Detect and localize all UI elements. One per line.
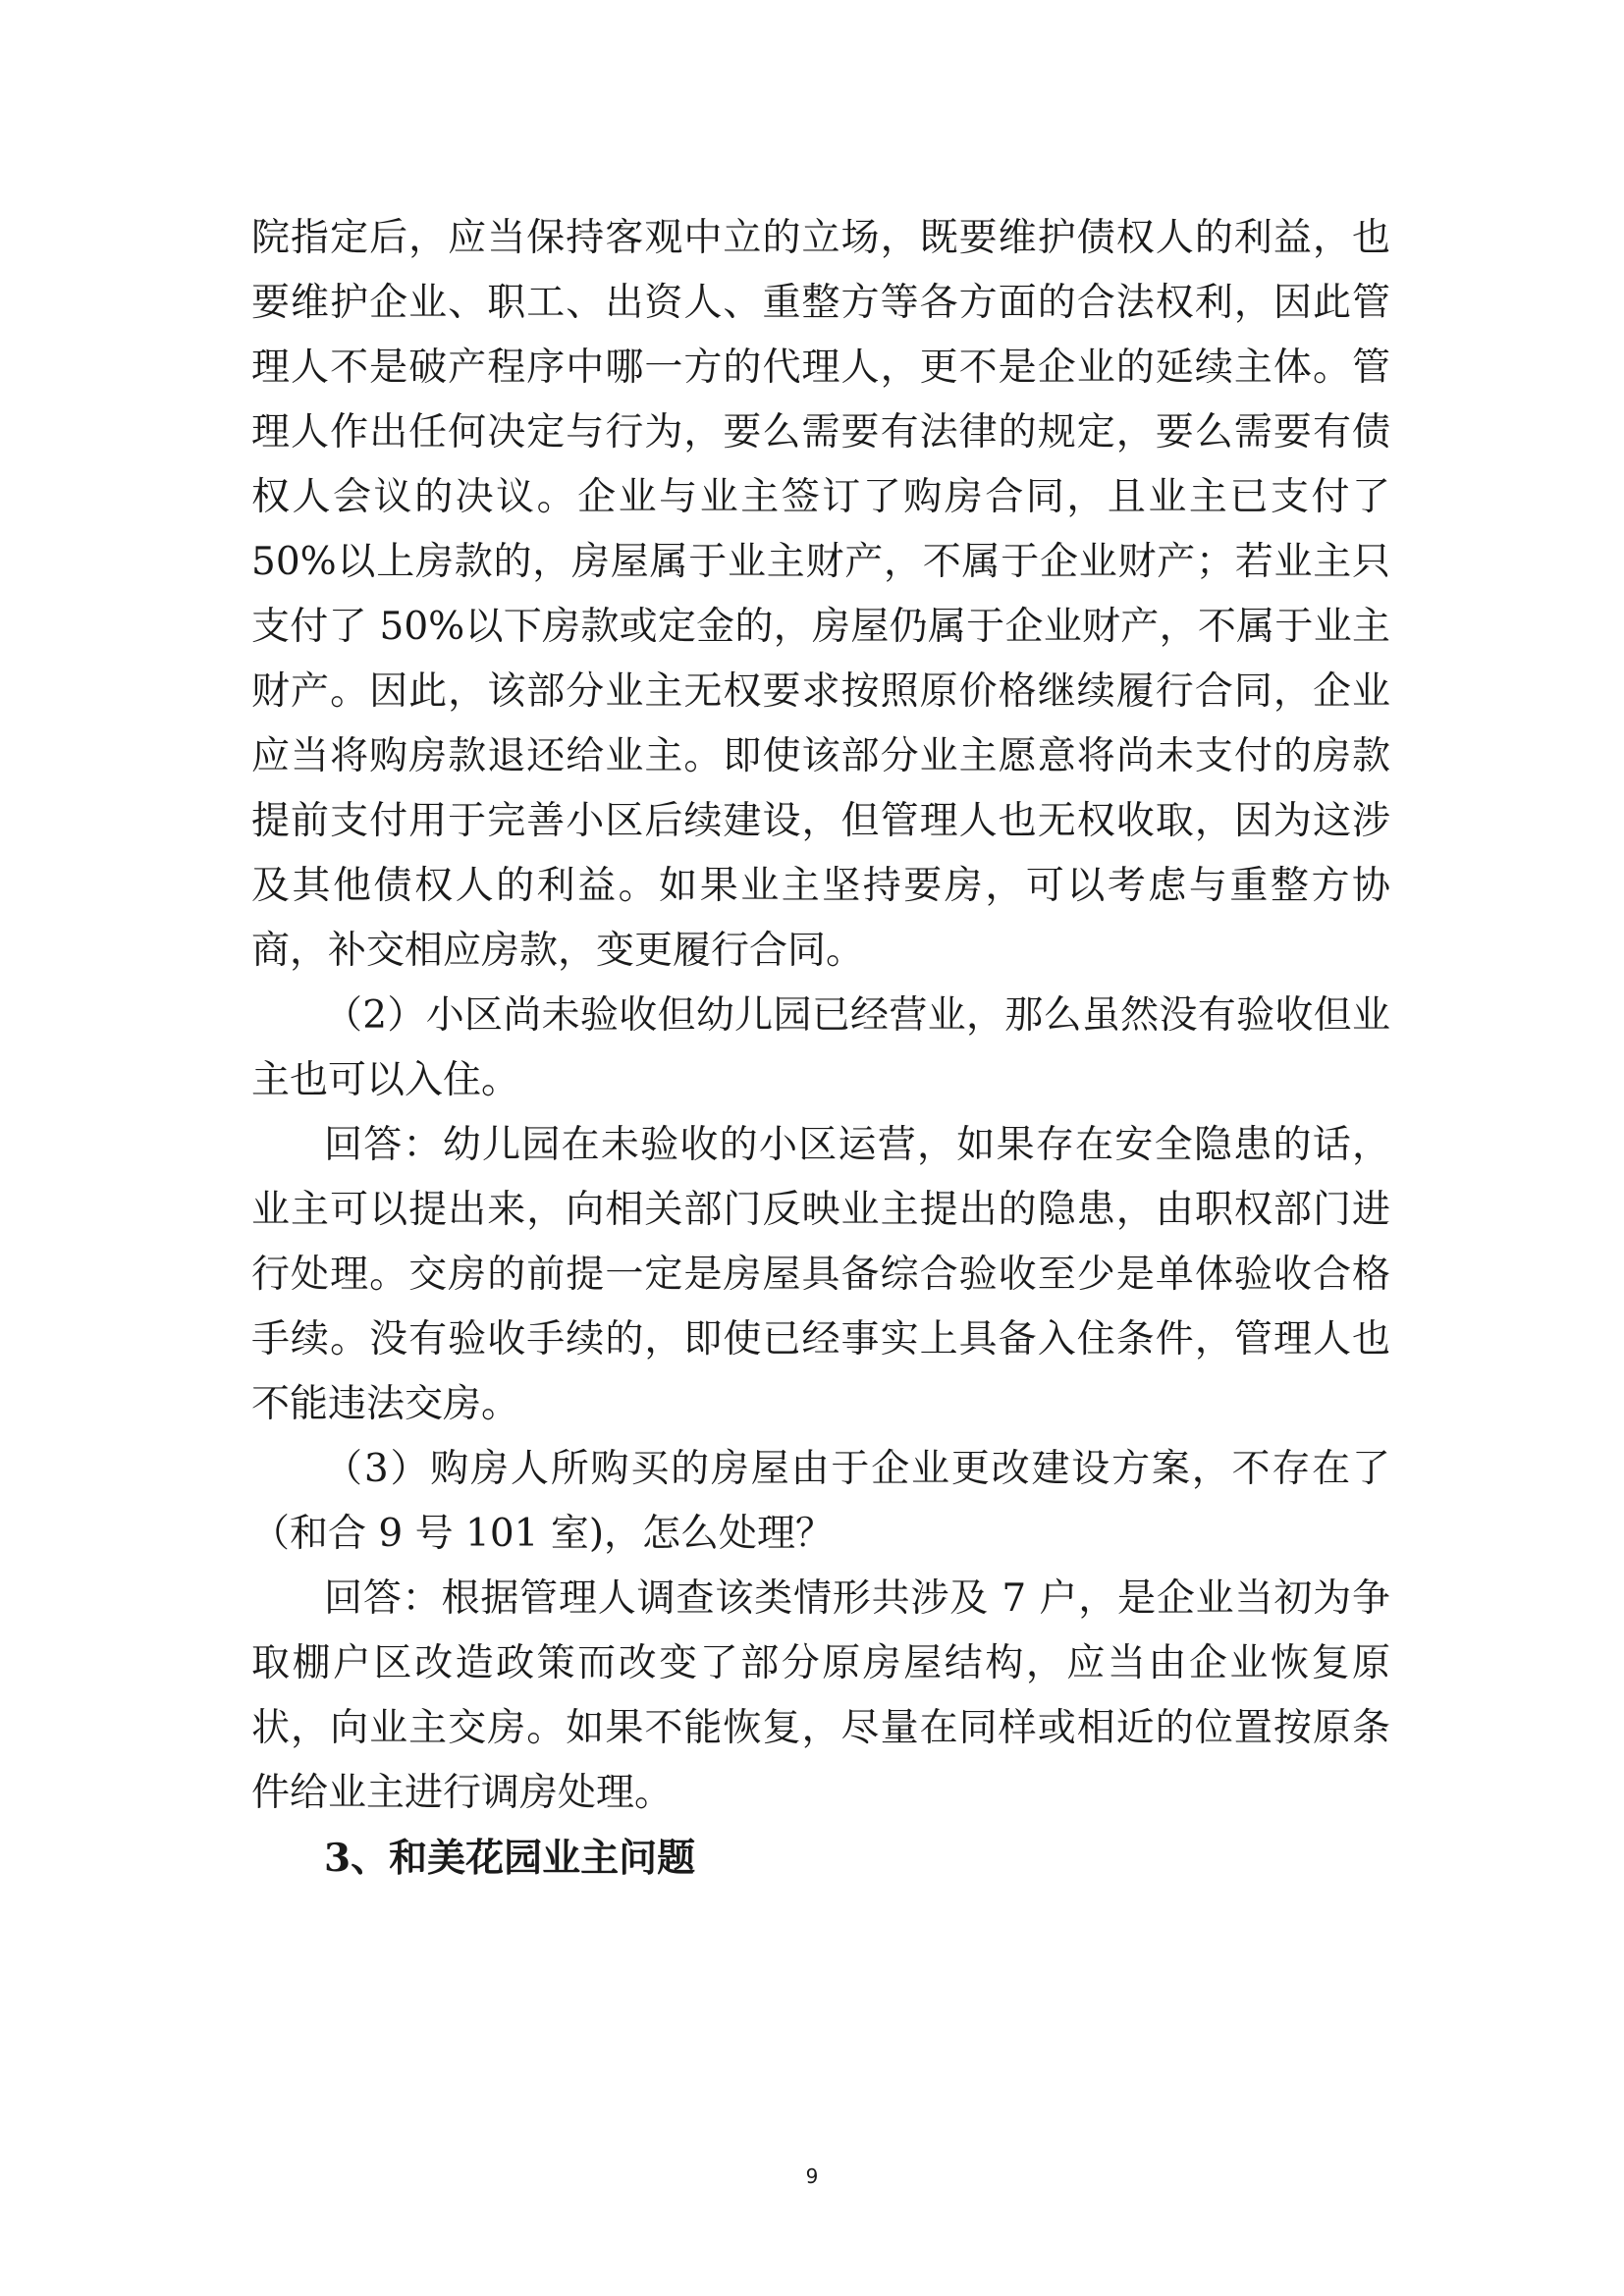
page-number: 9: [805, 2164, 819, 2188]
paragraph-answer-3: 回答：根据管理人调查该类情形共涉及 7 户，是企业当初为争取棚户区改造政策而改变了部分原房屋结构，应当由企业恢复原状，向业主交房。如果不能恢复，尽量在同样或相近的位置按原条件给业主进行调房处理。: [251, 1576, 1390, 1815]
paragraph-continued: 院指定后，应当保持客观中立的立场，既要维护债权人的利益，也要维护企业、职工、出资人、重整方等各方面的合法权利，因此管理人不是破产程序中哪一方的代理人，更不是企业的延续主体。管理人作出任何决定与行为，要么需要有法律的规定，要么需要有债权人会议的决议。企业与业主签订了购房合同，且业主已支付了 50%以上房款的，房屋属于业主财产，不属于企业财产；若业主只支付了 50%以下房款或定金的，房屋仍属于企业财产，不属于业主财产。因此，该部分业主无权要求按照原价格继续履行合同，企业应当将购房款退还给业主。即使该部分业主愿意将尚未支付的房款提前支付用于完善小区后续建设，但管理人也无权收取，因为这涉及其他债权人的利益。如果业主坚持要房，可以考虑与重整方协商，补交相应房款，变更履行合同。: [251, 216, 1390, 973]
paragraph-answer-2: 回答：幼儿园在未验收的小区运营，如果存在安全隐患的话，业主可以提出来，向相关部门反映业主提出的隐患，由职权部门进行处理。交房的前提一定是房屋具备综合验收至少是单体验收合格手续。没有验收手续的，即使已经事实上具备入住条件，管理人也不能违法交房。: [251, 1123, 1390, 1426]
paragraph-question-3: （3）购房人所购买的房屋由于企业更改建设方案，不存在了（和合 9 号 101 室)，怎么处理？: [251, 1447, 1390, 1556]
section-heading: 3、和美花园业主问题: [324, 1836, 696, 1881]
paragraph-question-2: （2）小区尚未验收但幼儿园已经营业，那么虽然没有验收但业主也可以入住。: [251, 993, 1390, 1102]
page-content: [251, 206, 1390, 1891]
